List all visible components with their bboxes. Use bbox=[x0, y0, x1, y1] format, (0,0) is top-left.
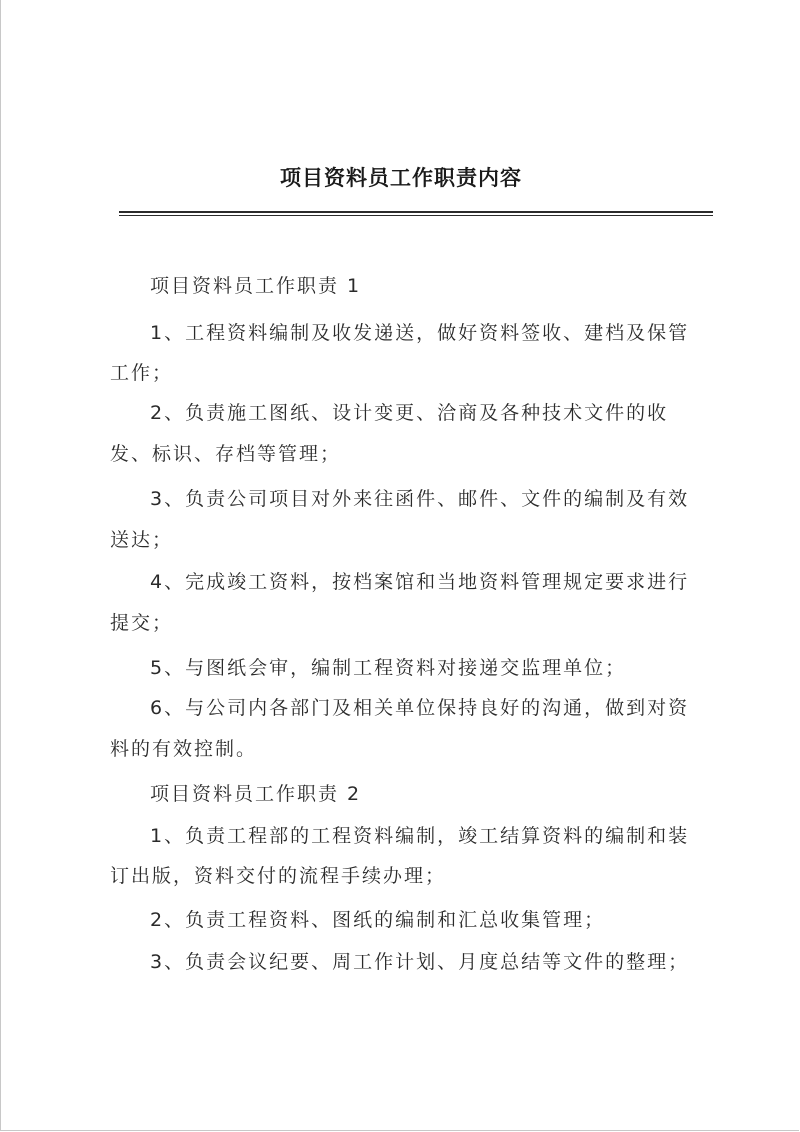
paragraph-line: 6、与公司内各部门及相关单位保持良好的沟通，做到对资 bbox=[150, 697, 690, 719]
paragraph-line: 1、负责工程部的工程资料编制，竣工结算资料的编制和装 bbox=[150, 825, 690, 847]
paragraph-line: 料的有效控制。 bbox=[110, 738, 258, 760]
paragraph-line: 送达； bbox=[110, 529, 174, 551]
paragraph-line: 2、负责工程资料、图纸的编制和汇总收集管理； bbox=[150, 909, 606, 931]
paragraph-line: 工作； bbox=[110, 362, 174, 384]
document-title: 项目资料员工作职责内容 bbox=[280, 165, 522, 190]
paragraph-line: 发、标识、存档等管理； bbox=[110, 443, 342, 465]
title-rule-thin bbox=[119, 215, 713, 216]
section-heading-2: 项目资料员工作职责 2 bbox=[150, 783, 362, 805]
title-rule-thick bbox=[119, 211, 713, 213]
paragraph-line: 4、完成竣工资料，按档案馆和当地资料管理规定要求进行 bbox=[150, 571, 690, 593]
paragraph-line: 3、负责公司项目对外来往函件、邮件、文件的编制及有效 bbox=[150, 488, 690, 510]
paragraph-line: 3、负责会议纪要、周工作计划、月度总结等文件的整理； bbox=[150, 951, 690, 973]
paragraph-line: 订出版，资料交付的流程手续办理； bbox=[110, 865, 447, 887]
paragraph-line: 2、负责施工图纸、设计变更、洽商及各种技术文件的收 bbox=[150, 402, 669, 424]
paragraph-line: 5、与图纸会审，编制工程资料对接递交监理单位； bbox=[150, 657, 627, 679]
paragraph-line: 1、工程资料编制及收发递送，做好资料签收、建档及保管 bbox=[150, 322, 690, 344]
section-heading-1: 项目资料员工作职责 1 bbox=[150, 275, 362, 297]
paragraph-line: 提交； bbox=[110, 612, 174, 634]
